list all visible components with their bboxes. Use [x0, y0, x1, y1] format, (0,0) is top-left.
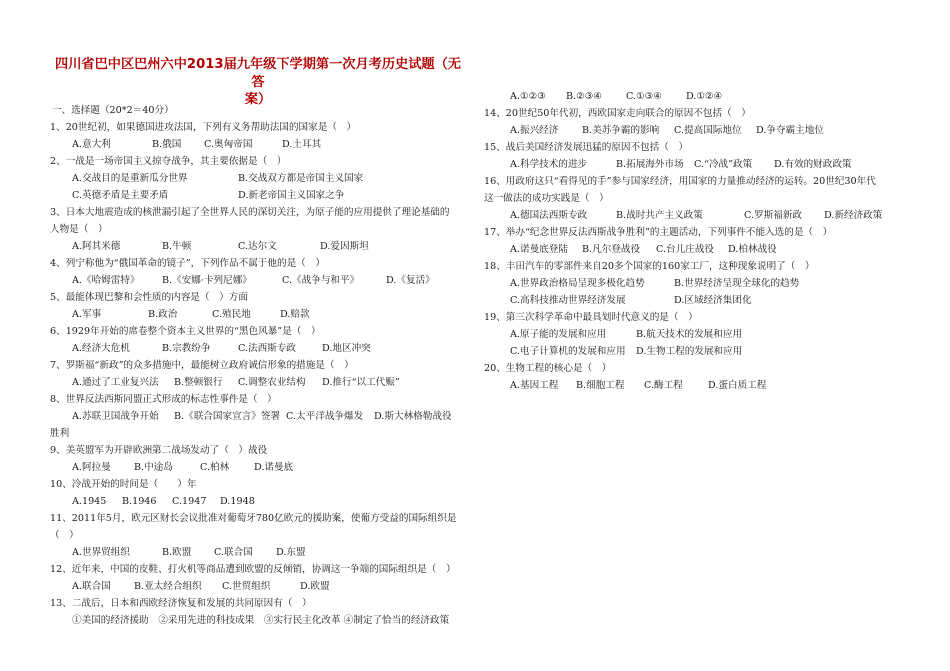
q3-option-d: D.爱因斯坦	[320, 241, 369, 252]
question-8-cont: 胜利	[50, 428, 70, 439]
question-8: 8、世界反法西斯同盟正式形成的标志性事件是（ ）	[50, 394, 277, 405]
q5-option-b: B.政治	[148, 309, 178, 320]
q7-option-a: A.通过了工业复兴法	[72, 377, 159, 388]
q14-option-a: A.振兴经济	[510, 125, 559, 136]
question-10: 10、冷战开始的时间是（ ）年	[50, 479, 197, 490]
q1-option-b: B.俄国	[152, 139, 182, 150]
q1-option-d: D.土耳其	[282, 139, 322, 150]
question-18: 18、丰田汽车的零部件来自20多个国家的160家工厂，这种现象说明了（ ）	[484, 261, 815, 272]
question-20: 20、生物工程的核心是（ ）	[484, 363, 612, 374]
question-17: 17、举办“纪念世界反法西斯战争胜利”的主题活动，下列事件不能入选的是（ ）	[484, 227, 833, 238]
q17-option-a: A.诺曼底登陆	[510, 244, 568, 255]
q2-option-b: B.交战双方都是帝国主义国家	[238, 173, 364, 184]
question-19: 19、第三次科学革命中最具划时代意义的是（ ）	[484, 312, 698, 323]
q9-option-c: C.柏林	[200, 462, 230, 473]
question-13: 13、二战后，日本和西欧经济恢复和发展的共同原因有（ ）	[50, 598, 312, 609]
q10-option-a: A.1945	[72, 496, 107, 507]
q15-option-b: B.拓展海外市场	[616, 159, 684, 170]
q7-option-c: C.调整农业结构	[238, 377, 306, 388]
question-9: 9、美英盟军为开辟欧洲第二战场发动了（ ）战役	[50, 445, 268, 456]
q10-option-c: C.1947	[172, 496, 207, 507]
question-15: 15、战后美国经济发展迅猛的原因不包括（ ）	[484, 142, 689, 153]
q13-option-b: B.②③④	[566, 91, 602, 102]
q17-option-b: B.凡尔登战役	[582, 244, 641, 255]
q13-option-a: A.①②③	[510, 91, 546, 102]
q7-option-d: D.推行“以工代赈”	[322, 377, 400, 388]
q20-option-b: B.细胞工程	[576, 380, 625, 391]
q12-option-b: B.亚太经合组织	[134, 581, 202, 592]
q1-option-a: A.意大利	[72, 139, 111, 150]
q2-option-c: C.英德矛盾是主要矛盾	[72, 190, 169, 201]
q3-option-b: B.牛顿	[162, 241, 192, 252]
q20-option-d: D.蛋白质工程	[708, 380, 767, 391]
q3-option-c: C.达尔文	[238, 241, 277, 252]
q2-option-a: A.交战目的是重新瓜分世界	[72, 173, 188, 184]
q19-option-a: A.原子能的发展和应用	[510, 329, 607, 340]
q15-option-d: D.有效的财政政策	[774, 159, 852, 170]
q6-option-a: A.经济大危机	[72, 343, 130, 354]
q14-option-b: B.美苏争霸的影响	[582, 125, 660, 136]
question-3: 3、日本大地震造成的核泄漏引起了全世界人民的深切关注，为原子能的应用提供了理论基础的	[50, 207, 450, 218]
q13-option-d: D.①②④	[686, 91, 723, 102]
section-heading: 一、选择题（20*2＝40分）	[52, 105, 174, 116]
question-16: 16、用政府这只“看得见的手”参与国家经济，用国家的力量推动经济的运转。20世纪30年代	[484, 176, 876, 187]
q11-option-d: D.东盟	[276, 547, 306, 558]
q13-items: ①美国的经济援助 ②采用先进的科技成果 ③实行民主化改革 ④制定了恰当的经济政策	[72, 615, 450, 626]
q16-option-a: A.德国法西斯专政	[510, 210, 588, 221]
q17-option-c: C.台儿庄战役	[656, 244, 715, 255]
q16-option-c: C.罗斯福新政	[744, 210, 803, 221]
q1-option-c: C.奥匈帝国	[204, 139, 253, 150]
q6-option-d: D.地区冲突	[322, 343, 371, 354]
q7-option-b: B.整顿银行	[174, 377, 223, 388]
question-3-cont: 人物是（ ）	[50, 224, 108, 235]
q12-option-c: C.世贸组织	[222, 581, 271, 592]
q10-option-d: D.1948	[220, 496, 255, 507]
q6-option-b: B.宗教纷争	[162, 343, 211, 354]
q8-option-b: B.《联合国家宣言》签署	[174, 411, 281, 422]
q8-option-a: A.苏联卫国战争开始	[72, 411, 159, 422]
question-4: 4、列宁称他为“俄国革命的镜子”，下列作品不属于他的是（ ）	[50, 258, 325, 269]
q18-option-a: A.世界政治格局呈现多极化趋势	[510, 278, 645, 289]
q14-option-c: C.提高国际地位	[674, 125, 742, 136]
q16-option-b: B.战时共产主义政策	[616, 210, 703, 221]
q18-option-d: D.区域经济集团化	[674, 295, 752, 306]
q8-option-c: C.太平洋战争爆发	[286, 411, 364, 422]
q9-option-b: B.中途岛	[134, 462, 173, 473]
q13-option-c: C.①③④	[626, 91, 662, 102]
question-11: 11、2011年5月，欧元区财长会议批准对葡萄牙780亿欧元的援助案，使葡方受益的国际组织是	[50, 513, 457, 524]
q19-option-d: D.生物工程的发展和应用	[636, 346, 743, 357]
q4-option-c: C.《战争与和平》	[282, 275, 360, 286]
q16-option-d: D.新经济政策	[824, 210, 883, 221]
q18-option-b: B.世界经济呈现全球化的趋势	[674, 278, 800, 289]
q19-option-b: B.航天技术的发展和应用	[636, 329, 743, 340]
q19-option-c: C.电子计算机的发展和应用	[510, 346, 626, 357]
q9-option-a: A.阿拉曼	[72, 462, 111, 473]
q4-option-a: A.《哈姆雷特》	[72, 275, 140, 286]
q5-option-a: A.军事	[72, 309, 102, 320]
q18-option-c: C.高科技推动世界经济发展	[510, 295, 626, 306]
q4-option-d: D.《复活》	[386, 275, 435, 286]
exam-title	[52, 56, 464, 109]
question-12: 12、近年来，中国的皮鞋、打火机等商品遭到欧盟的反倾销，协调这一争端的国际组织是（ ）	[50, 564, 456, 575]
q15-option-a: A.科学技术的进步	[510, 159, 588, 170]
q20-option-a: A.基因工程	[510, 380, 559, 391]
q17-option-d: D.柏林战役	[728, 244, 777, 255]
q12-option-a: A.联合国	[72, 581, 111, 592]
question-1: 1、20世纪初，如果德国进攻法国，下列有义务帮助法国的国家是（ ）	[50, 122, 357, 133]
q5-option-c: C.殖民地	[212, 309, 251, 320]
question-16-cont: 这一做法的成功实践是（ ）	[484, 193, 609, 204]
q15-option-c: C.“冷战”政策	[694, 159, 753, 170]
q4-option-b: B.《安娜·卡列尼娜》	[162, 275, 252, 286]
q11-option-c: C.联合国	[214, 547, 253, 558]
q9-option-d: D.诺曼底	[254, 462, 294, 473]
title-line-2: 案）	[244, 92, 272, 107]
q11-option-a: A.世界贸组织	[72, 547, 130, 558]
q3-option-a: A.阿其米德	[72, 241, 121, 252]
q5-option-d: D.赔款	[280, 309, 310, 320]
q12-option-d: D.欧盟	[300, 581, 330, 592]
question-7: 7、罗斯福“新政”的众多措施中，最能树立政府诚信形象的措施是（ ）	[50, 360, 354, 371]
question-5: 5、最能体现巴黎和会性质的内容是（ ）方面	[50, 292, 248, 303]
title-line-1: 四川省巴中区巴州六中2013届九年级下学期第一次月考历史试题（无答	[55, 57, 461, 90]
q20-option-c: C.酶工程	[644, 380, 683, 391]
q2-option-d: D.新老帝国主义国家之争	[238, 190, 345, 201]
q10-option-b: B.1946	[122, 496, 157, 507]
q11-option-b: B.欧盟	[162, 547, 192, 558]
q8-option-d: D.斯大林格勒战役	[374, 411, 452, 422]
q6-option-c: C.法西斯专政	[238, 343, 297, 354]
question-6: 6、1929年开始的席卷整个资本主义世界的“黑色风暴”是（ ）	[50, 326, 321, 337]
question-11-cont: （ ）	[50, 530, 79, 541]
q14-option-d: D.争夺霸主地位	[756, 125, 824, 136]
question-14: 14、20世纪50年代初，西欧国家走向联合的原因不包括（ ）	[484, 108, 751, 119]
question-2: 2、一战是一场帝国主义掠夺战争，其主要依据是（ ）	[50, 156, 287, 167]
